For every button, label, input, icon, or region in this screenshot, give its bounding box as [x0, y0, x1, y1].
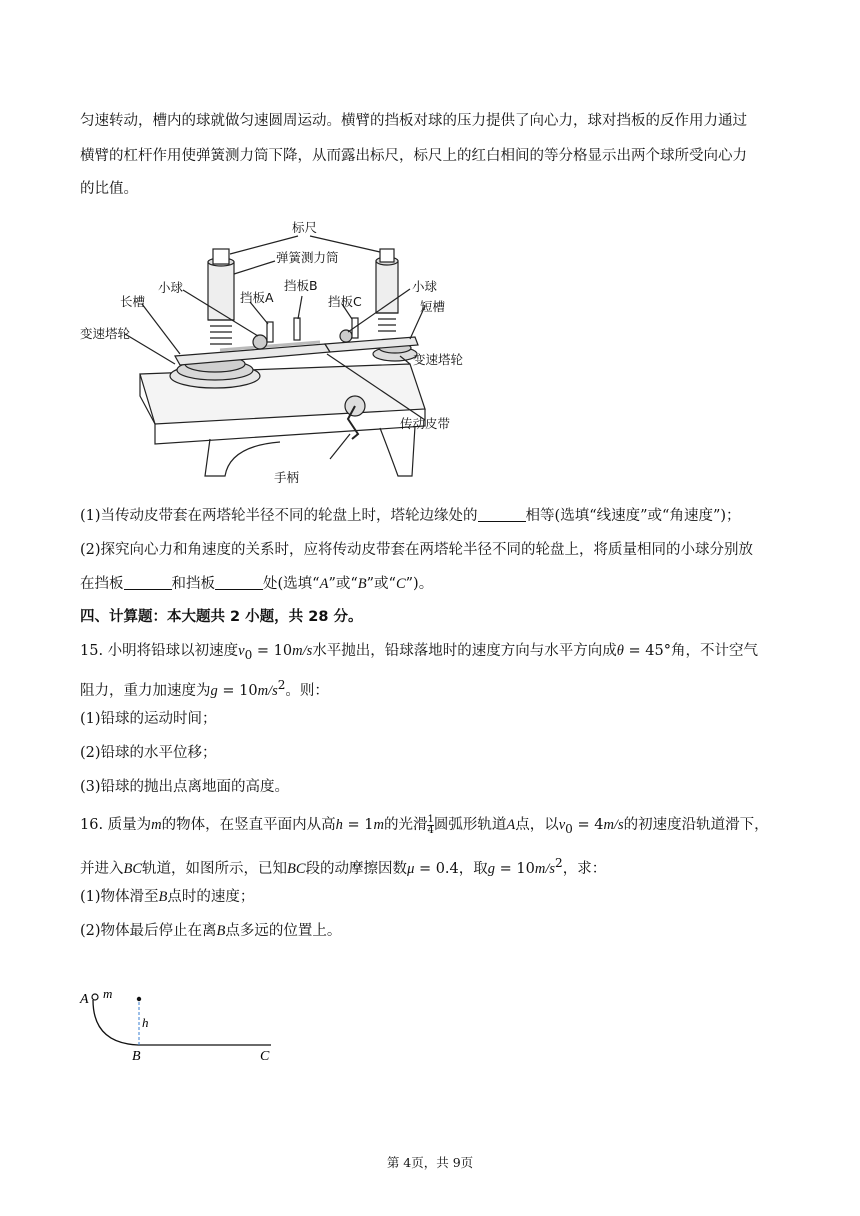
- intro-line-2: 横臂的杠杆作用使弹簧测力筒下降，从而露出标尺，标尺上的红白相间的等分格显示出两个球所受向心力: [80, 148, 747, 164]
- label-ball-right: 小球: [412, 279, 438, 294]
- label-ruler: 标尺: [292, 220, 318, 235]
- label-pulley-right: 变速塔轮: [413, 352, 464, 367]
- point-a-label: A: [80, 992, 89, 1007]
- q14-part2-line1: (2)探究向心力和角速度的关系时，应将传动皮带套在两塔轮半径不同的轮盘上，将质量相同的小球分别放: [80, 542, 754, 558]
- section-heading: 四、计算题：本大题共 2 小题，共 28 分。: [80, 609, 363, 625]
- q16-sub1: (1)物体滑至B点时的速度；: [80, 889, 255, 905]
- q16-sub2: (2)物体最后停止在离B点多远的位置上。: [80, 923, 342, 939]
- label-baffle-c: 挡板C: [328, 294, 362, 309]
- mass-m-label: m: [103, 986, 113, 1001]
- label-spring-cylinder: 弹簧测力筒: [276, 250, 339, 265]
- q14-part2-line2: 在挡板 和挡板 处(选填“A”或“B”或“C”)。: [80, 576, 434, 592]
- label-baffle-b: 挡板B: [284, 278, 318, 293]
- q16-line1: 16. 质量为m的物体，在竖直平面内从高h = 1m的光滑 $\frac{1}{4}$ 圆弧形轨道A点，以$v_0 = 4m/s$的初速度沿轨道滑下，: [80, 813, 769, 836]
- label-pulley-left: 变速塔轮: [80, 326, 131, 341]
- point-c-label: C: [260, 1049, 270, 1064]
- answer-blank-1[interactable]: [478, 507, 526, 522]
- q15-line2: 阻力，重力加速度为$g = 10m/s^2$。则：: [80, 678, 329, 699]
- q16-line2: 并进入BC轨道，如图所示，已知BC段的动摩擦因数μ = 0.4，取$g = 10m/s^2$，求：: [80, 856, 607, 877]
- centripetal-force-apparatus-figure: [80, 214, 490, 494]
- label-short-slot: 短槽: [420, 299, 446, 314]
- label-ball-left: 小球: [158, 280, 184, 295]
- label-long-slot: 长槽: [120, 294, 146, 309]
- q15-sub1: (1)铅球的运动时间；: [80, 711, 217, 727]
- page-number: 第 4页，共 9页: [386, 1155, 474, 1170]
- label-baffle-a: 挡板A: [240, 290, 274, 305]
- intro-line-1: 匀速转动，槽内的球就做匀速圆周运动。横臂的挡板对球的压力提供了向心力，球对挡板的反作用力通过: [80, 113, 747, 129]
- q15-sub3: (3)铅球的抛出点离地面的高度。: [80, 779, 290, 795]
- answer-blank-2[interactable]: [124, 575, 172, 590]
- q15-sub2: (2)铅球的水平位移；: [80, 745, 217, 761]
- answer-blank-3[interactable]: [215, 575, 263, 590]
- arc-track-figure: [76, 985, 281, 1065]
- label-belt: 传动皮带: [400, 416, 451, 431]
- label-handle: 手柄: [274, 470, 300, 485]
- height-h-label: h: [142, 1015, 149, 1030]
- fraction-quarter: $\frac{1}{4}$: [427, 813, 434, 836]
- q14-part1: (1)当传动皮带套在两塔轮半径不同的轮盘上时，塔轮边缘处的 相等(选填“线速度”或“角速度”)；: [80, 508, 741, 524]
- q15-line1: 15. 小明将铅球以初速度$v_0 = 10m/s$水平抛出，铅球落地时的速度方向与水平方向成θ = 45°角，不计空气: [80, 643, 758, 662]
- point-b-label: B: [132, 1049, 141, 1064]
- intro-line-3: 的比值。: [80, 181, 138, 197]
